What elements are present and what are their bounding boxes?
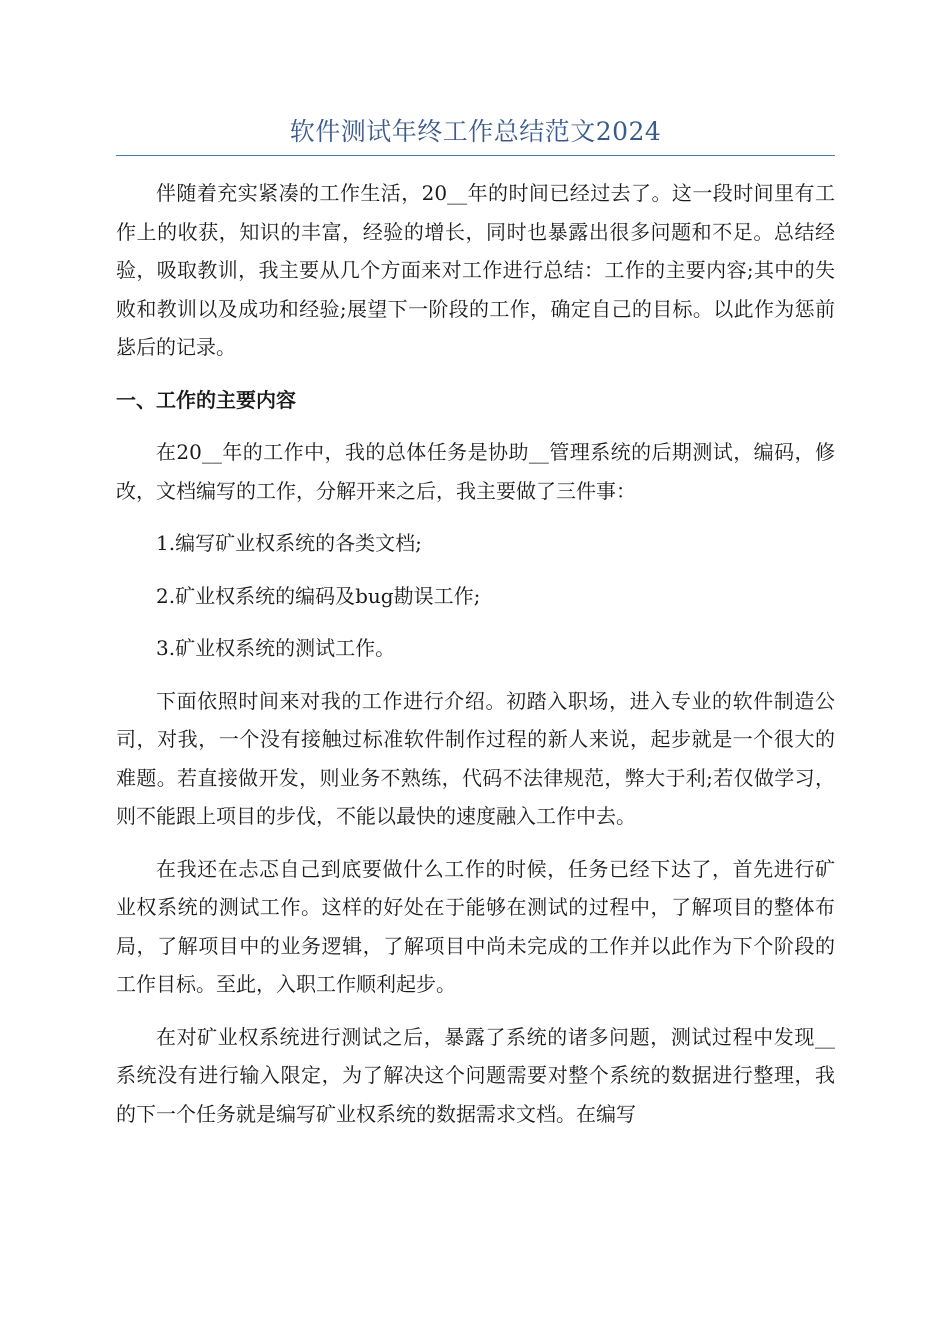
section-heading: 一、工作的主要内容 [116,387,296,412]
title-underline [116,155,835,156]
document-body [116,174,835,1147]
body-paragraph: 在我还在忐忑自己到底要做什么工作的时候，任务已经下达了，首先进行矿业权系统的测试工作。这样的好处在于能够在测试的过程中，了解项目的整体布局，了解项目中的业务逻辑，了解项目中尚未完成的工作并以此作为下个阶段的工作目标。至此，入职工作顺利起步。 [116,856,835,996]
document-title: 软件测试年终工作总结范文2024 [289,117,662,146]
body-paragraph: 在对矿业权系统进行测试之后，暴露了系统的诸多问题，测试过程中发现__系统没有进行输入限定，为了解决这个问题需要对整个系统的数据进行整理，我的下一个任务就是编写矿业权系统的数据需求文档。在编写 [116,1024,835,1126]
intro-paragraph: 伴随着充实紧凑的工作生活，20__年的时间已经过去了。这一段时间里有工作上的收获，知识的丰富，经验的增长，同时也暴露出很多问题和不足。总结经验，吸取教训，我主要从几个方面来对工作进行总结：工作的主要内容;其中的失败和教训以及成功和经验;展望下一阶段的工作，确定自己的目标。以此作为惩前毖后的记录。 [116,181,835,359]
body-paragraph: 下面依照时间来对我的工作进行介绍。初踏入职场，进入专业的软件制造公司，对我，一个没有接触过标准软件制作过程的新人来说，起步就是一个很大的难题。若直接做开发，则业务不熟练，代码不法律规范，弊大于利;若仅做学习，则不能跟上项目的步伐，不能以最快的速度融入工作中去。 [116,688,835,828]
section-intro-paragraph: 在20__年的工作中，我的总体任务是协助__管理系统的后期测试，编码，修改，文档编写的工作，分解开来之后，我主要做了三件事： [116,440,835,503]
list-item: 2.矿业权系统的编码及bug勘误工作; [156,583,481,608]
list-item: 3.矿业权系统的测试工作。 [156,636,396,660]
list-item: 1.编写矿业权系统的各类文档; [156,531,422,555]
